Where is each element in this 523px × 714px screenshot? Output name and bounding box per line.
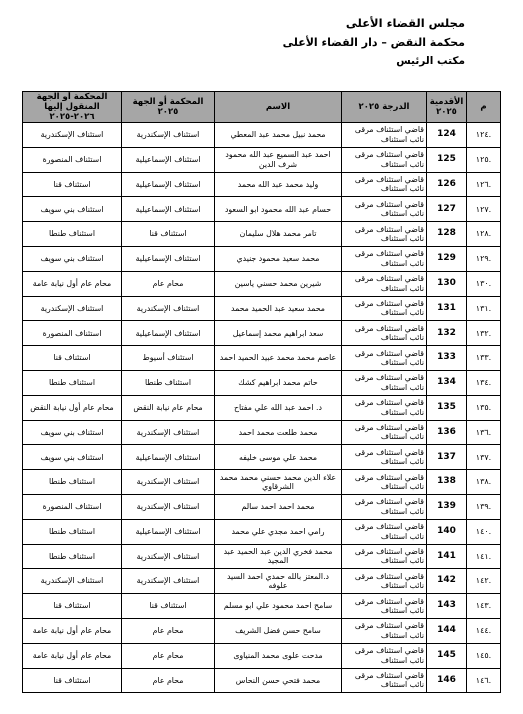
- name-cell: سامح احمد محمود علي ابو مسلم: [215, 594, 342, 619]
- from-court-cell: استئناف الإسماعيلية: [122, 147, 215, 172]
- name-cell: حسام عبد الله محمود ابو السعود: [215, 197, 342, 222]
- row-index: .١٤١: [467, 544, 501, 569]
- grade-cell: قاضي استئناف مرقى نائب استئناف: [342, 246, 427, 271]
- from-court-cell: استئناف الإسكندرية: [122, 296, 215, 321]
- to-court-cell: استئناف المنصورة: [23, 494, 122, 519]
- name-cell: رامي احمد مجدي علي محمد: [215, 519, 342, 544]
- name-cell: تامر محمد هلال سليمان: [215, 222, 342, 247]
- name-cell: محمد احمد احمد سالم: [215, 494, 342, 519]
- name-cell: محمد سعيد عبد الحميد محمد: [215, 296, 342, 321]
- from-court-cell: استئناف الإسكندرية: [122, 420, 215, 445]
- grade-cell: قاضي استئناف مرقى نائب استئناف: [342, 271, 427, 296]
- grade-cell: قاضي استئناف مرقى نائب استئناف: [342, 395, 427, 420]
- grade-cell: قاضي استئناف مرقى نائب استئناف: [342, 544, 427, 569]
- table-row: [23, 420, 501, 445]
- name-cell: سامح حسن فضل الشريف: [215, 618, 342, 643]
- to-court-cell: استئناف الإسكندرية: [23, 123, 122, 148]
- name-cell: علاء الدين محمد حسني محمد محمد الشرقاوي: [215, 470, 342, 495]
- seniority-cell: 134: [427, 370, 467, 395]
- seniority-cell: 144: [427, 618, 467, 643]
- name-cell: محمد فتحي حسن النحاس: [215, 668, 342, 693]
- seniority-cell: 142: [427, 569, 467, 594]
- row-index: .١٣٧: [467, 445, 501, 470]
- to-court-cell: استئناف بني سويف: [23, 420, 122, 445]
- table-row: [23, 197, 501, 222]
- grade-cell: قاضي استئناف مرقى نائب استئناف: [342, 569, 427, 594]
- table-row: [23, 172, 501, 197]
- from-court-cell: استئناف الإسماعيلية: [122, 172, 215, 197]
- grade-cell: قاضي استئناف مرقى نائب استئناف: [342, 197, 427, 222]
- to-court-cell: محام عام أول نيابة عامة: [23, 643, 122, 668]
- grade-cell: قاضي استئناف مرقى نائب استئناف: [342, 668, 427, 693]
- col-seniority-header: الأقدمية ٢٠٢٥: [427, 92, 467, 123]
- grade-cell: قاضي استئناف مرقى نائب استئناف: [342, 346, 427, 371]
- name-cell: مدحت علوى محمد المنياوى: [215, 643, 342, 668]
- from-court-cell: استئناف الإسماعيلية: [122, 197, 215, 222]
- table-row: [23, 494, 501, 519]
- col-index-header: م: [467, 92, 501, 123]
- grade-cell: قاضي استئناف مرقى نائب استئناف: [342, 494, 427, 519]
- name-cell: حاتم محمد ابراهيم كشك: [215, 370, 342, 395]
- office-title: مكتب الرئيس: [396, 55, 465, 67]
- from-court-cell: استئناف الإسكندرية: [122, 544, 215, 569]
- row-index: .١٣٢: [467, 321, 501, 346]
- grade-cell: قاضي استئناف مرقى نائب استئناف: [342, 370, 427, 395]
- from-court-cell: استئناف الإسكندرية: [122, 494, 215, 519]
- to-court-cell: محام عام أول نيابة عامة: [23, 271, 122, 296]
- from-court-cell: استئناف قنا: [122, 222, 215, 247]
- row-index: .١٢٩: [467, 246, 501, 271]
- row-index: .١٤٥: [467, 643, 501, 668]
- grade-cell: قاضي استئناف مرقى نائب استئناف: [342, 123, 427, 148]
- row-index: .١٣٥: [467, 395, 501, 420]
- row-index: .١٢٥: [467, 147, 501, 172]
- grade-cell: قاضي استئناف مرقى نائب استئناف: [342, 222, 427, 247]
- table-row: [23, 470, 501, 495]
- from-court-cell: استئناف أسيوط: [122, 346, 215, 371]
- row-index: .١٤٣: [467, 594, 501, 619]
- to-court-cell: استئناف بني سويف: [23, 246, 122, 271]
- seniority-cell: 136: [427, 420, 467, 445]
- table-header-row: [23, 92, 501, 123]
- table-row: [23, 395, 501, 420]
- to-court-cell: استئناف قنا: [23, 172, 122, 197]
- table-row: [23, 519, 501, 544]
- to-court-cell: محام عام أول نيابة النقض: [23, 395, 122, 420]
- col-from-header: المحكمة أو الجهة ٢٠٢٥: [122, 92, 215, 123]
- name-cell: محمد فخري الدين عبد الحميد عبد المجيد: [215, 544, 342, 569]
- from-court-cell: محام عام: [122, 271, 215, 296]
- to-court-cell: استئناف طنطا: [23, 470, 122, 495]
- row-index: .١٣٠: [467, 271, 501, 296]
- from-court-cell: استئناف الإسكندرية: [122, 470, 215, 495]
- grade-cell: قاضي استئناف مرقى نائب استئناف: [342, 147, 427, 172]
- to-court-cell: استئناف طنطا: [23, 222, 122, 247]
- row-index: .١٤٤: [467, 618, 501, 643]
- seniority-cell: 132: [427, 321, 467, 346]
- table-row: [23, 321, 501, 346]
- row-index: .١٢٦: [467, 172, 501, 197]
- to-court-cell: استئناف قنا: [23, 346, 122, 371]
- name-cell: محمد علي موسى خليفه: [215, 445, 342, 470]
- from-court-cell: استئناف الإسكندرية: [122, 123, 215, 148]
- seniority-cell: 139: [427, 494, 467, 519]
- grade-cell: قاضي استئناف مرقى نائب استئناف: [342, 296, 427, 321]
- from-court-cell: محام عام: [122, 618, 215, 643]
- to-court-cell: استئناف المنصورة: [23, 321, 122, 346]
- to-court-cell: استئناف المنصورة: [23, 147, 122, 172]
- col-to-header: المحكمة أو الجهة المنقول إليها ٢٠٢٦-٢٠٢٥: [23, 92, 122, 123]
- to-court-cell: استئناف قنا: [23, 668, 122, 693]
- row-index: .١٣٦: [467, 420, 501, 445]
- seniority-cell: 130: [427, 271, 467, 296]
- seniority-cell: 128: [427, 222, 467, 247]
- table-row: [23, 618, 501, 643]
- seniority-cell: 137: [427, 445, 467, 470]
- to-court-cell: استئناف الإسكندرية: [23, 569, 122, 594]
- col-grade-header: الدرجة ٢٠٢٥: [342, 92, 427, 123]
- grade-cell: قاضي استئناف مرقى نائب استئناف: [342, 445, 427, 470]
- from-court-cell: استئناف الإسماعيلية: [122, 519, 215, 544]
- table-row: [23, 668, 501, 693]
- row-index: .١٤٠: [467, 519, 501, 544]
- grade-cell: قاضي استئناف مرقى نائب استئناف: [342, 519, 427, 544]
- from-court-cell: استئناف الإسكندرية: [122, 569, 215, 594]
- name-cell: شيرين محمد حسني ياسين: [215, 271, 342, 296]
- seniority-cell: 124: [427, 123, 467, 148]
- table-row: [23, 346, 501, 371]
- row-index: .١٣٣: [467, 346, 501, 371]
- seniority-cell: 146: [427, 668, 467, 693]
- seniority-cell: 131: [427, 296, 467, 321]
- seniority-cell: 127: [427, 197, 467, 222]
- table-row: [23, 123, 501, 148]
- row-index: .١٤٢: [467, 569, 501, 594]
- table-row: [23, 643, 501, 668]
- to-court-cell: استئناف طنطا: [23, 370, 122, 395]
- table-row: [23, 246, 501, 271]
- to-court-cell: استئناف طنطا: [23, 544, 122, 569]
- from-court-cell: محام عام: [122, 643, 215, 668]
- seniority-cell: 135: [427, 395, 467, 420]
- to-court-cell: استئناف بني سويف: [23, 445, 122, 470]
- to-court-cell: استئناف بني سويف: [23, 197, 122, 222]
- table-row: [23, 271, 501, 296]
- name-cell: محمد طلعت محمد احمد: [215, 420, 342, 445]
- grade-cell: قاضي استئناف مرقى نائب استئناف: [342, 172, 427, 197]
- seniority-cell: 145: [427, 643, 467, 668]
- grade-cell: قاضي استئناف مرقى نائب استئناف: [342, 643, 427, 668]
- row-index: .١٢٨: [467, 222, 501, 247]
- grade-cell: قاضي استئناف مرقى نائب استئناف: [342, 470, 427, 495]
- name-cell: د. احمد عبد الله علي مفتاح: [215, 395, 342, 420]
- to-court-cell: استئناف طنطا: [23, 519, 122, 544]
- from-court-cell: محام عام نيابة النقض: [122, 395, 215, 420]
- row-index: .١٣٤: [467, 370, 501, 395]
- row-index: .١٣٨: [467, 470, 501, 495]
- seniority-cell: 126: [427, 172, 467, 197]
- col-name-header: الاسم: [215, 92, 342, 123]
- name-cell: احمد عبد السميع عبد الله محمود شرف الدين: [215, 147, 342, 172]
- name-cell: عاصم محمد محمد عبيد الحميد احمد: [215, 346, 342, 371]
- table-row: [23, 544, 501, 569]
- grade-cell: قاضي استئناف مرقى نائب استئناف: [342, 594, 427, 619]
- seniority-cell: 140: [427, 519, 467, 544]
- grade-cell: قاضي استئناف مرقى نائب استئناف: [342, 618, 427, 643]
- table-row: [23, 445, 501, 470]
- transfers-table: [22, 91, 501, 693]
- from-court-cell: محام عام: [122, 668, 215, 693]
- seniority-cell: 143: [427, 594, 467, 619]
- row-index: .١٤٦: [467, 668, 501, 693]
- council-title: مجلس القضاء الأعلى: [345, 16, 465, 30]
- table-row: [23, 370, 501, 395]
- seniority-cell: 129: [427, 246, 467, 271]
- seniority-cell: 133: [427, 346, 467, 371]
- row-index: .١٣٩: [467, 494, 501, 519]
- from-court-cell: استئناف طنطا: [122, 370, 215, 395]
- court-title: محكمة النقض – دار القضاء الأعلى: [282, 36, 465, 49]
- row-index: .١٢٤: [467, 123, 501, 148]
- table-row: [23, 147, 501, 172]
- name-cell: سعد ابراهيم محمد إسماعيل: [215, 321, 342, 346]
- to-court-cell: محام عام أول نيابة عامة: [23, 618, 122, 643]
- seniority-cell: 138: [427, 470, 467, 495]
- from-court-cell: استئناف الإسماعيلية: [122, 321, 215, 346]
- row-index: .١٢٧: [467, 197, 501, 222]
- to-court-cell: استئناف الإسكندرية: [23, 296, 122, 321]
- table-row: [23, 594, 501, 619]
- from-court-cell: استئناف قنا: [122, 594, 215, 619]
- table-row: [23, 296, 501, 321]
- table-row: [23, 222, 501, 247]
- from-court-cell: استئناف الإسماعيلية: [122, 445, 215, 470]
- table-row: [23, 569, 501, 594]
- document-header: [283, 14, 465, 71]
- name-cell: محمد نبيل محمد عبد المعطي: [215, 123, 342, 148]
- name-cell: د.المعتز بالله حمدي احمد السيد علوفه: [215, 569, 342, 594]
- grade-cell: قاضي استئناف مرقى نائب استئناف: [342, 420, 427, 445]
- seniority-cell: 141: [427, 544, 467, 569]
- seniority-cell: 125: [427, 147, 467, 172]
- grade-cell: قاضي استئناف مرقى نائب استئناف: [342, 321, 427, 346]
- name-cell: وليد محمد عبد الله محمد: [215, 172, 342, 197]
- to-court-cell: استئناف قنا: [23, 594, 122, 619]
- row-index: .١٣١: [467, 296, 501, 321]
- from-court-cell: استئناف الإسماعيلية: [122, 246, 215, 271]
- name-cell: محمد سعيد محمود جنيدي: [215, 246, 342, 271]
